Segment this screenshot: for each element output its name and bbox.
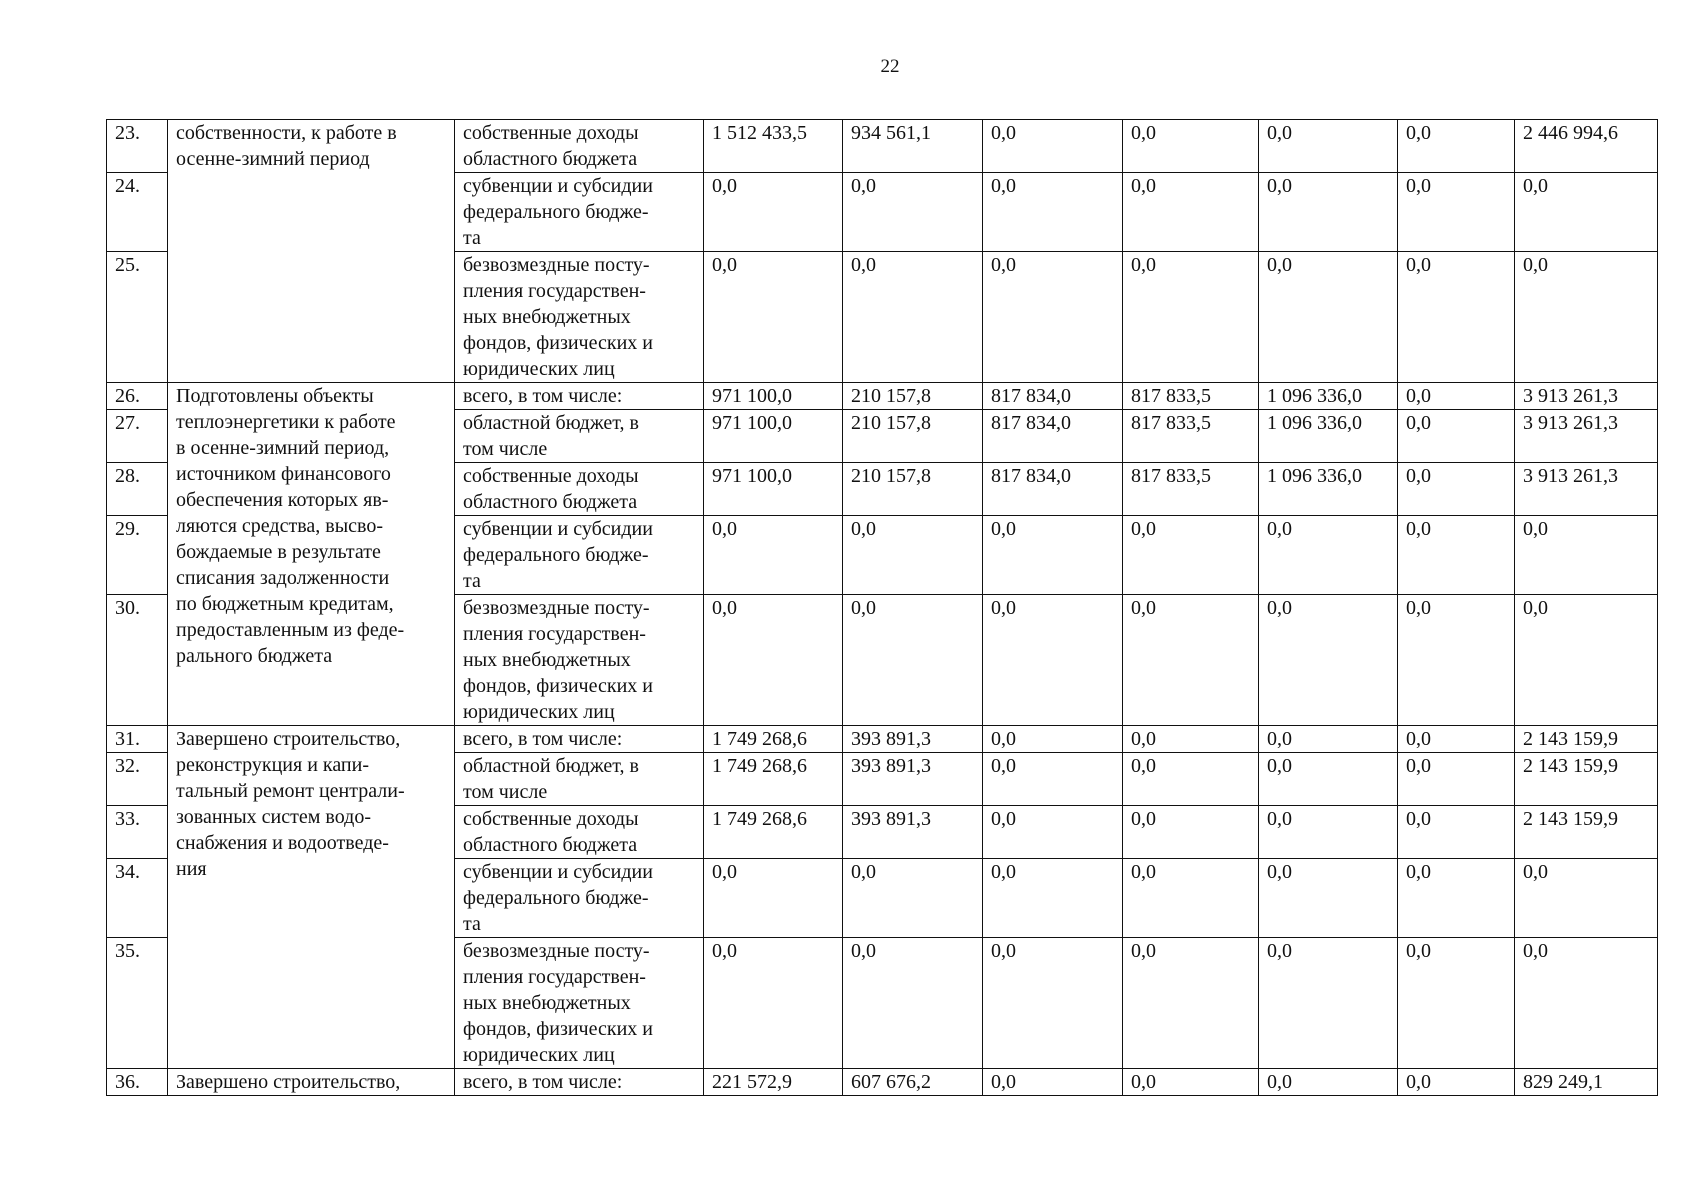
amount-cell: 0,0: [843, 173, 983, 252]
description-line: рального бюджета: [176, 645, 333, 667]
amount-cell: 3 913 261,3: [1515, 463, 1658, 516]
amount-cell: 0,0: [983, 1069, 1123, 1096]
description-line: бождаемые в результате: [176, 541, 381, 563]
table-row: [107, 726, 1658, 753]
funding-source: [455, 1069, 704, 1096]
amount-cell: 817 833,5: [1123, 410, 1259, 463]
source-line: областного бюджета: [463, 834, 638, 856]
amount-cell: 0,0: [1259, 1069, 1398, 1096]
source-line: юридических лиц: [463, 1044, 615, 1066]
source-line: пления государствен-: [463, 623, 646, 645]
amount-cell: 210 157,8: [843, 383, 983, 410]
amount-cell: 393 891,3: [843, 806, 983, 859]
source-line: том числе: [463, 438, 548, 460]
amount-cell: 0,0: [1259, 726, 1398, 753]
source-line: фондов, физических и: [463, 675, 653, 697]
funding-source: [455, 753, 704, 806]
amount-cell: 0,0: [1398, 383, 1515, 410]
amount-cell: 210 157,8: [843, 410, 983, 463]
activity-description: [168, 726, 455, 1069]
funding-source: [455, 252, 704, 383]
amount-cell: 0,0: [1515, 595, 1658, 726]
amount-cell: 0,0: [1398, 173, 1515, 252]
source-line: федерального бюдже-: [463, 544, 649, 566]
row-number: 24.: [107, 173, 168, 252]
amount-cell: 1 749 268,6: [704, 726, 843, 753]
description-line: зованных систем водо-: [176, 806, 371, 828]
row-number: 33.: [107, 806, 168, 859]
source-line: собственные доходы: [463, 122, 639, 144]
amount-cell: 221 572,9: [704, 1069, 843, 1096]
amount-cell: 0,0: [1123, 1069, 1259, 1096]
description-line: обеспечения которых яв-: [176, 489, 389, 511]
amount-cell: 934 561,1: [843, 120, 983, 173]
description-line: по бюджетным кредитам,: [176, 593, 394, 615]
source-line: субвенции и субсидии: [463, 518, 653, 540]
description-line: тальный ремонт централи-: [176, 780, 405, 802]
amount-cell: 971 100,0: [704, 383, 843, 410]
source-line: ных внебюджетных: [463, 649, 631, 671]
source-line: юридических лиц: [463, 701, 615, 723]
funding-source: [455, 383, 704, 410]
amount-cell: 2 446 994,6: [1515, 120, 1658, 173]
funding-source: [455, 516, 704, 595]
amount-cell: 0,0: [1515, 173, 1658, 252]
amount-cell: 0,0: [843, 938, 983, 1069]
row-number: 27.: [107, 410, 168, 463]
amount-cell: 607 676,2: [843, 1069, 983, 1096]
source-line: та: [463, 570, 481, 592]
amount-cell: 0,0: [1398, 252, 1515, 383]
amount-cell: 0,0: [843, 516, 983, 595]
amount-cell: 0,0: [1123, 252, 1259, 383]
table-body: [107, 120, 1658, 1096]
amount-cell: 0,0: [983, 516, 1123, 595]
amount-cell: 0,0: [1515, 938, 1658, 1069]
source-line: фондов, физических и: [463, 332, 653, 354]
amount-cell: 0,0: [1398, 859, 1515, 938]
amount-cell: 817 834,0: [983, 383, 1123, 410]
amount-cell: 1 096 336,0: [1259, 463, 1398, 516]
amount-cell: 817 834,0: [983, 463, 1123, 516]
source-line: безвозмездные посту-: [463, 597, 650, 619]
amount-cell: 0,0: [983, 595, 1123, 726]
amount-cell: 0,0: [1123, 938, 1259, 1069]
amount-cell: 0,0: [1398, 806, 1515, 859]
source-line: всего, в том числе:: [463, 385, 623, 407]
amount-cell: 0,0: [1123, 516, 1259, 595]
amount-cell: 0,0: [1123, 120, 1259, 173]
source-line: ных внебюджетных: [463, 992, 631, 1014]
amount-cell: 0,0: [1398, 463, 1515, 516]
description-line: снабжения и водоотведе-: [176, 832, 389, 854]
source-line: собственные доходы: [463, 465, 639, 487]
amount-cell: 1 512 433,5: [704, 120, 843, 173]
description-line: списания задолженности: [176, 567, 390, 589]
amount-cell: 0,0: [1259, 938, 1398, 1069]
amount-cell: 0,0: [983, 726, 1123, 753]
amount-cell: 0,0: [704, 252, 843, 383]
amount-cell: 0,0: [1123, 806, 1259, 859]
source-line: пления государствен-: [463, 280, 646, 302]
source-line: та: [463, 913, 481, 935]
amount-cell: 393 891,3: [843, 726, 983, 753]
description-line: Завершено строительство,: [176, 1071, 401, 1093]
amount-cell: 0,0: [1515, 252, 1658, 383]
amount-cell: 0,0: [1123, 595, 1259, 726]
amount-cell: 0,0: [983, 120, 1123, 173]
amount-cell: 0,0: [1398, 516, 1515, 595]
source-line: областного бюджета: [463, 491, 638, 513]
amount-cell: 2 143 159,9: [1515, 806, 1658, 859]
amount-cell: 0,0: [1259, 173, 1398, 252]
amount-cell: 0,0: [1259, 753, 1398, 806]
amount-cell: 393 891,3: [843, 753, 983, 806]
funding-source: [455, 173, 704, 252]
amount-cell: 0,0: [983, 938, 1123, 1069]
amount-cell: 0,0: [1259, 120, 1398, 173]
amount-cell: 0,0: [1398, 595, 1515, 726]
amount-cell: 1 096 336,0: [1259, 383, 1398, 410]
amount-cell: 0,0: [983, 252, 1123, 383]
amount-cell: 0,0: [704, 173, 843, 252]
amount-cell: 817 834,0: [983, 410, 1123, 463]
description-line: источником финансового: [176, 463, 391, 485]
source-line: федерального бюдже-: [463, 887, 649, 909]
source-line: федерального бюдже-: [463, 201, 649, 223]
source-line: том числе: [463, 781, 548, 803]
activity-description: [168, 1069, 455, 1096]
description-line: реконструкция и капи-: [176, 754, 369, 776]
description-line: собственности, к работе в: [176, 122, 397, 144]
funding-source: [455, 806, 704, 859]
description-line: ния: [176, 858, 207, 880]
amount-cell: 0,0: [1123, 173, 1259, 252]
amount-cell: 3 913 261,3: [1515, 383, 1658, 410]
description-line: в осенне-зимний период,: [176, 437, 390, 459]
row-number: 25.: [107, 252, 168, 383]
amount-cell: 0,0: [704, 938, 843, 1069]
row-number: 29.: [107, 516, 168, 595]
amount-cell: 817 833,5: [1123, 463, 1259, 516]
source-line: всего, в том числе:: [463, 728, 623, 750]
source-line: та: [463, 227, 481, 249]
amount-cell: 0,0: [1398, 726, 1515, 753]
table-row: [107, 120, 1658, 173]
description-line: Завершено строительство,: [176, 728, 401, 750]
funding-source: [455, 463, 704, 516]
amount-cell: 817 833,5: [1123, 383, 1259, 410]
funding-source: [455, 859, 704, 938]
row-number: 23.: [107, 120, 168, 173]
source-line: собственные доходы: [463, 808, 639, 830]
source-line: субвенции и субсидии: [463, 861, 653, 883]
page-number: 22: [880, 56, 900, 77]
source-line: юридических лиц: [463, 358, 615, 380]
description-line: теплоэнергетики к работе: [176, 411, 396, 433]
amount-cell: 3 913 261,3: [1515, 410, 1658, 463]
source-line: безвозмездные посту-: [463, 940, 650, 962]
amount-cell: 0,0: [1259, 595, 1398, 726]
amount-cell: 0,0: [983, 859, 1123, 938]
description-line: осенне-зимний период: [176, 148, 370, 170]
amount-cell: 0,0: [1398, 120, 1515, 173]
source-line: областной бюджет, в: [463, 755, 639, 777]
amount-cell: 0,0: [983, 173, 1123, 252]
amount-cell: 0,0: [1123, 859, 1259, 938]
amount-cell: 0,0: [704, 516, 843, 595]
row-number: 31.: [107, 726, 168, 753]
row-number: 32.: [107, 753, 168, 806]
source-line: субвенции и субсидии: [463, 175, 653, 197]
table-row: [107, 383, 1658, 410]
amount-cell: 0,0: [1398, 753, 1515, 806]
amount-cell: 0,0: [1259, 859, 1398, 938]
amount-cell: 0,0: [1123, 753, 1259, 806]
funding-source: [455, 595, 704, 726]
budget-table: [106, 119, 1658, 1096]
row-number: 30.: [107, 595, 168, 726]
funding-source: [455, 120, 704, 173]
row-number: 28.: [107, 463, 168, 516]
amount-cell: 0,0: [704, 595, 843, 726]
amount-cell: 0,0: [983, 806, 1123, 859]
source-line: фондов, физических и: [463, 1018, 653, 1040]
amount-cell: 0,0: [1398, 1069, 1515, 1096]
amount-cell: 0,0: [1259, 252, 1398, 383]
funding-source: [455, 938, 704, 1069]
amount-cell: 2 143 159,9: [1515, 753, 1658, 806]
row-number: 35.: [107, 938, 168, 1069]
amount-cell: 0,0: [1515, 859, 1658, 938]
row-number: 36.: [107, 1069, 168, 1096]
amount-cell: 210 157,8: [843, 463, 983, 516]
amount-cell: 1 749 268,6: [704, 753, 843, 806]
activity-description: [168, 383, 455, 726]
source-line: ных внебюджетных: [463, 306, 631, 328]
table-row: [107, 1069, 1658, 1096]
amount-cell: 0,0: [843, 252, 983, 383]
activity-description: [168, 120, 455, 383]
amount-cell: 0,0: [1398, 938, 1515, 1069]
funding-source: [455, 726, 704, 753]
amount-cell: 829 249,1: [1515, 1069, 1658, 1096]
amount-cell: 0,0: [1259, 516, 1398, 595]
description-line: Подготовлены объекты: [176, 385, 374, 407]
amount-cell: 0,0: [843, 595, 983, 726]
amount-cell: 971 100,0: [704, 410, 843, 463]
amount-cell: 0,0: [1515, 516, 1658, 595]
funding-source: [455, 410, 704, 463]
description-line: ляются средства, высво-: [176, 515, 383, 537]
amount-cell: 0,0: [1398, 410, 1515, 463]
amount-cell: 1 096 336,0: [1259, 410, 1398, 463]
amount-cell: 0,0: [983, 753, 1123, 806]
amount-cell: 971 100,0: [704, 463, 843, 516]
source-line: областной бюджет, в: [463, 412, 639, 434]
source-line: безвозмездные посту-: [463, 254, 650, 276]
amount-cell: 0,0: [1123, 726, 1259, 753]
source-line: областного бюджета: [463, 148, 638, 170]
source-line: пления государствен-: [463, 966, 646, 988]
amount-cell: 2 143 159,9: [1515, 726, 1658, 753]
row-number: 26.: [107, 383, 168, 410]
amount-cell: 0,0: [1259, 806, 1398, 859]
row-number: 34.: [107, 859, 168, 938]
amount-cell: 0,0: [704, 859, 843, 938]
amount-cell: 0,0: [843, 859, 983, 938]
description-line: предоставленным из феде-: [176, 619, 405, 641]
source-line: всего, в том числе:: [463, 1071, 623, 1093]
amount-cell: 1 749 268,6: [704, 806, 843, 859]
